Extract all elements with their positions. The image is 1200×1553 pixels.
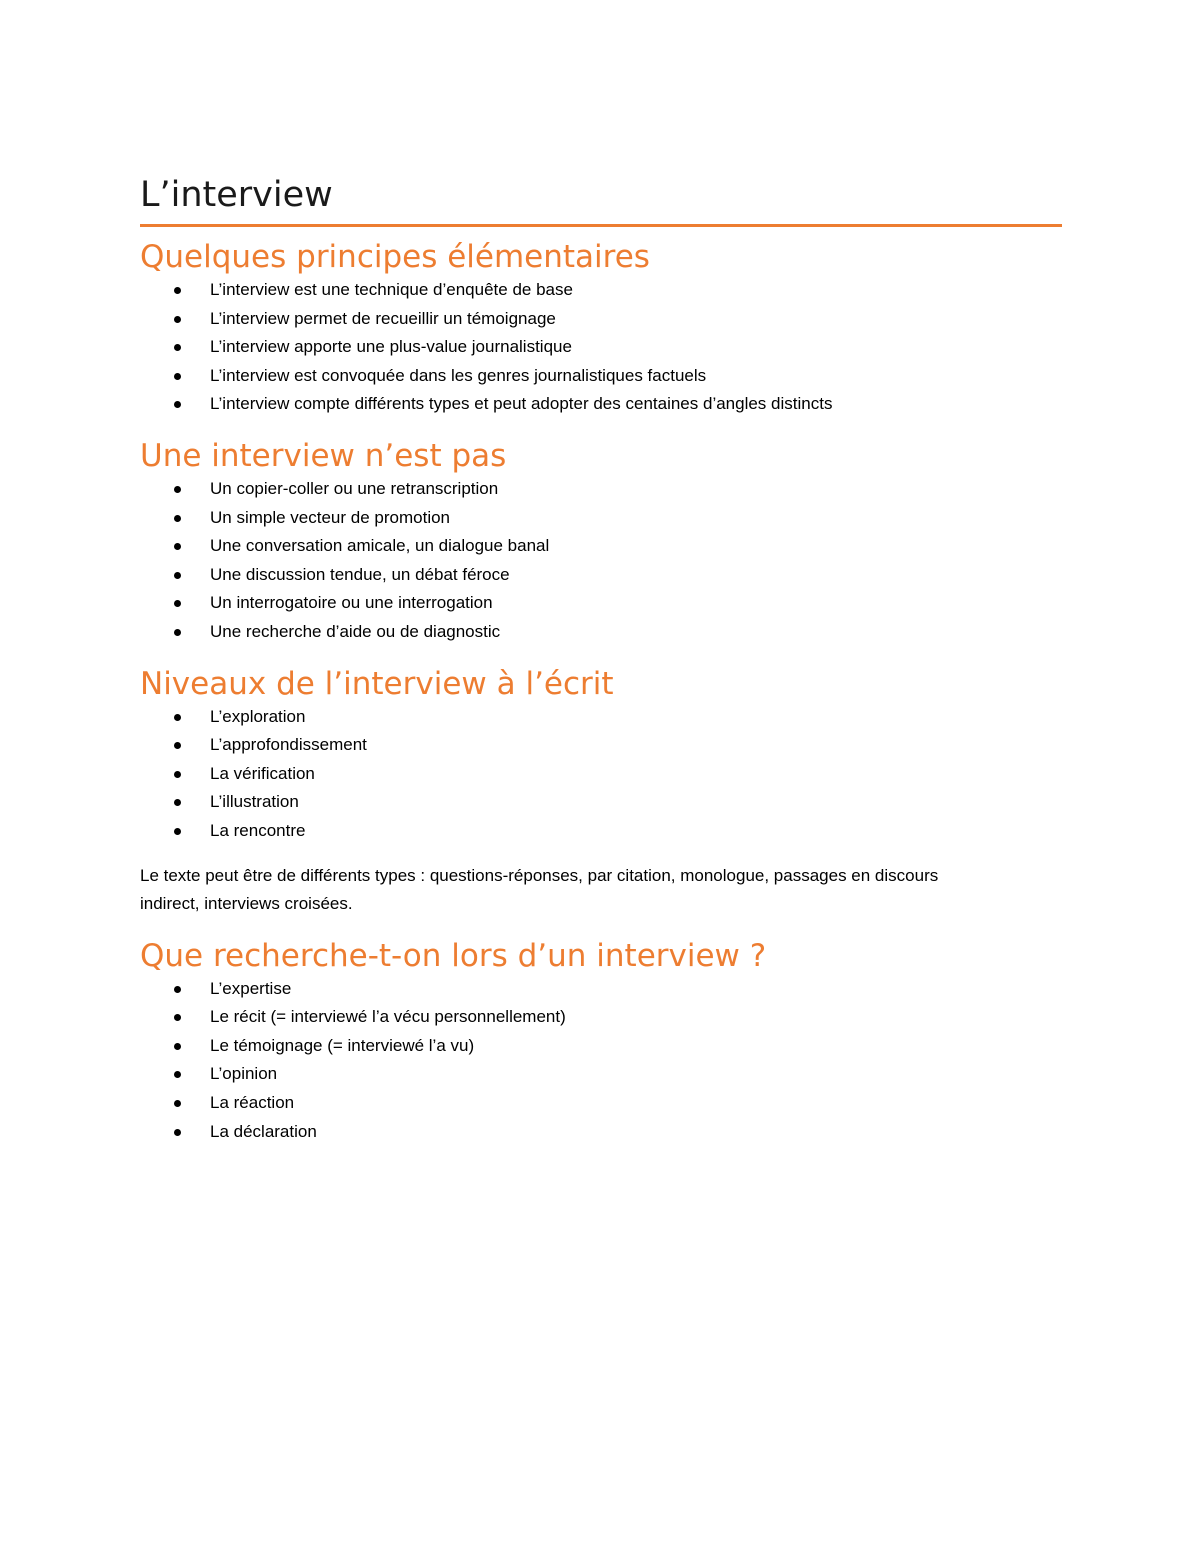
list-item (140, 788, 1062, 817)
list-item-text: L’interview apporte une plus-value journalistique (210, 337, 572, 357)
bullet-icon (174, 799, 181, 806)
list-item-text: Le témoignage (= interviewé l’a vu) (210, 1035, 475, 1055)
bullet-icon (174, 600, 181, 607)
list-item-text: L’illustration (210, 792, 299, 812)
list-item-text: L’approfondissement (210, 735, 367, 755)
list-item (140, 276, 1062, 305)
bullet-icon (174, 1014, 181, 1021)
body-paragraph (140, 862, 1062, 919)
list-item (140, 1118, 1062, 1147)
document-page (140, 170, 1062, 1146)
bullet-icon (174, 828, 181, 835)
list-item (140, 1060, 1062, 1089)
bullet-icon (174, 1043, 181, 1050)
paragraph-line: indirect, interviews croisées. (140, 894, 353, 914)
section-principes (140, 238, 1062, 419)
bullet-icon (174, 572, 181, 579)
list-item-text: La vérification (210, 763, 315, 783)
bullet-icon (174, 714, 181, 721)
bullet-icon (174, 742, 181, 749)
list-item (140, 1089, 1062, 1118)
list-item-text: L’interview est convoquée dans les genres journalistiques factuels (210, 365, 707, 385)
bullet-list (140, 475, 1062, 647)
bullet-icon (174, 629, 181, 636)
section-heading: Niveaux de l’interview à l’écrit (140, 665, 614, 702)
title-underline (140, 224, 1062, 227)
list-item (140, 817, 1062, 846)
section-heading: Quelques principes élémentaires (140, 239, 650, 275)
bullet-icon (174, 1100, 181, 1107)
list-item-text: L’interview est une technique d’enquête de base (210, 280, 573, 299)
bullet-icon (174, 486, 181, 493)
list-item (140, 390, 1062, 419)
list-item (140, 975, 1062, 1004)
paragraph-line: Le texte peut être de différents types : questions-réponses, par citation, monologue, passages en discours (140, 865, 939, 885)
list-item-text: Une recherche d’aide ou de diagnostic (210, 621, 501, 641)
list-item-text: Une discussion tendue, un débat féroce (210, 564, 510, 584)
list-item (140, 561, 1062, 590)
list-item-text: L’expertise (210, 978, 292, 998)
list-item (140, 305, 1062, 334)
list-item (140, 1003, 1062, 1032)
list-item-text: La rencontre (210, 820, 306, 840)
list-item (140, 618, 1062, 647)
bullet-icon (174, 515, 181, 522)
bullet-icon (174, 771, 181, 778)
section-nest-pas (140, 437, 1062, 647)
document-title: L’interview (140, 175, 333, 215)
list-item-text: La déclaration (210, 1121, 317, 1141)
bullet-icon (174, 373, 181, 380)
bullet-icon (174, 1129, 181, 1136)
list-item (140, 333, 1062, 362)
bullet-icon (174, 344, 181, 351)
list-item-text: Un copier-coller ou une retranscription (210, 478, 499, 498)
bullet-icon (174, 316, 181, 323)
list-item (140, 760, 1062, 789)
bullet-icon (174, 543, 181, 550)
list-item (140, 731, 1062, 760)
list-item-text: Un interrogatoire ou une interrogation (210, 593, 493, 613)
list-item (140, 362, 1062, 391)
list-item-text: L’opinion (210, 1064, 278, 1084)
section-niveaux (140, 665, 1062, 919)
bullet-list (140, 975, 1062, 1147)
list-item (140, 532, 1062, 561)
list-item-text: La réaction (210, 1093, 295, 1113)
list-item (140, 589, 1062, 618)
list-item-text: Un simple vecteur de promotion (210, 507, 451, 527)
list-item-text: Le récit (= interviewé l’a vécu personnellement) (210, 1007, 566, 1027)
list-item-text: Une conversation amicale, un dialogue banal (210, 536, 550, 556)
list-item (140, 504, 1062, 533)
bullet-icon (174, 401, 181, 408)
bullet-icon (174, 986, 181, 993)
list-item-text: L’interview compte différents types et peut adopter des centaines d’angles distincts (210, 394, 833, 414)
list-item (140, 703, 1062, 732)
list-item (140, 1032, 1062, 1061)
bullet-list (140, 703, 1062, 846)
bullet-list (140, 276, 1062, 419)
bullet-icon (174, 287, 181, 294)
section-heading: Une interview n’est pas (140, 437, 507, 474)
list-item-text: L’exploration (210, 706, 306, 726)
list-item-text: L’interview permet de recueillir un témoignage (210, 308, 556, 328)
bullet-icon (174, 1071, 181, 1078)
section-recherche (140, 937, 1062, 1147)
section-heading: Que recherche-t-on lors d’un interview ? (140, 937, 767, 974)
list-item (140, 475, 1062, 504)
